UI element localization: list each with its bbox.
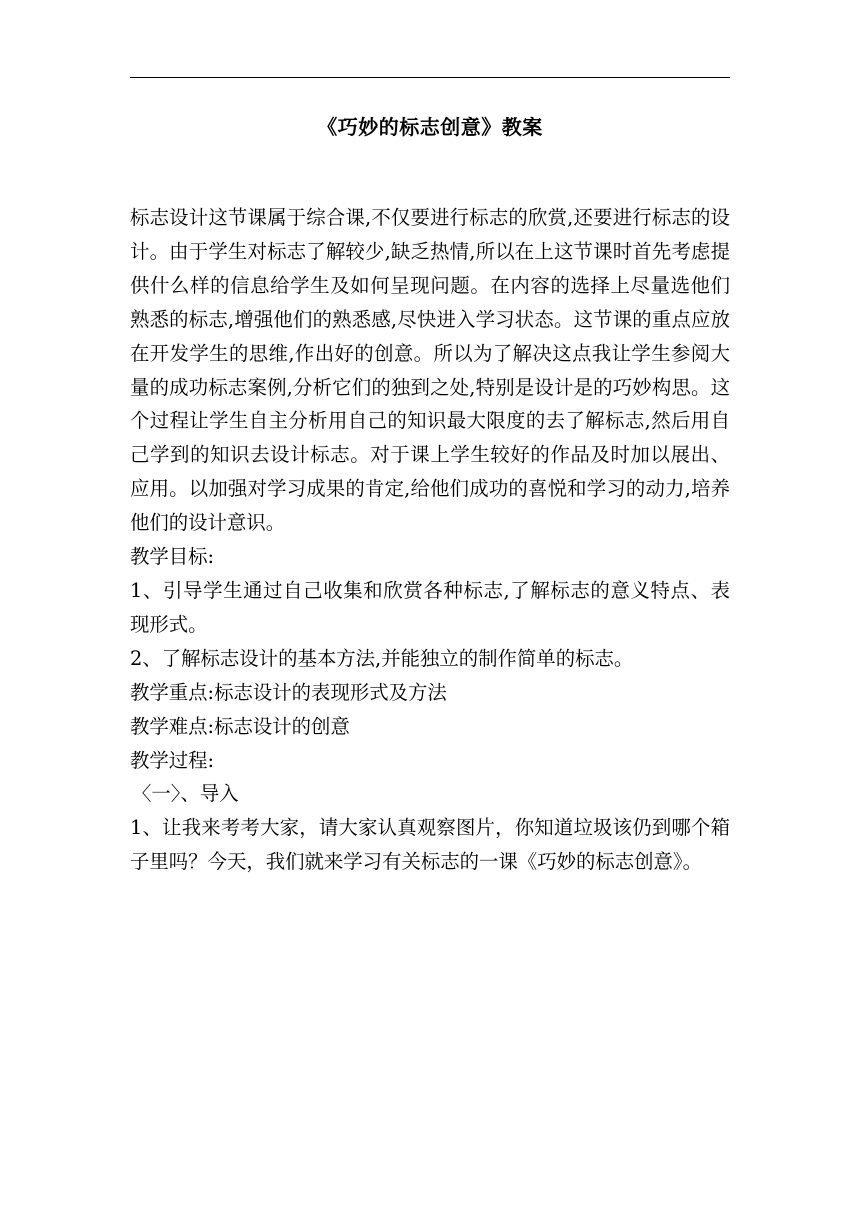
document-title: 《巧妙的标志创意》教案 <box>317 115 543 139</box>
teaching-process-heading: 教学过程: <box>130 748 215 772</box>
header-rule <box>130 77 730 78</box>
section-intro-heading: 〈一〉、导入 <box>132 782 239 806</box>
teaching-goals-heading: 教学目标: <box>130 545 215 569</box>
teaching-focus: 教学重点:标志设计的表现形式及方法 <box>130 680 447 704</box>
intro-paragraph: 标志设计这节课属于综合课,不仅要进行标志的欣赏,还要进行标志的设计。由于学生对标志了解较少,缺乏热情,所以在上这节课时首先考虑提供什么样的信息给学生及如何呈现问题。在内容的选择上尽量选他们熟悉的标志,增强他们的熟悉感,尽快进入学习状态。这节课的重点应放在开发学生的思维,作出好的创意。所以为了解决这点我让学生参阅大量的成功标志案例,分析它们的独到之处,特别是设计是的巧妙构思。这个过程让学生自主分析用自己的知识最大限度的去了解标志,然后用自己学到的知识去设计标志。对于课上学生较好的作品及时加以展出、应用。以加强对学习成果的肯定,给他们成功的喜悦和学习的动力,培养他们的设计意识。 <box>130 206 730 535</box>
teaching-difficulty: 教学难点:标志设计的创意 <box>130 714 350 738</box>
document-body <box>130 201 730 879</box>
intro-step-1: 1、让我来考考大家，请大家认真观察图片，你知道垃圾该仍到哪个箱子里吗？今天，我们就来学习有关标志的一课《巧妙的标志创意》。 <box>130 816 730 874</box>
teaching-goal-1: 1、引导学生通过自己收集和欣赏各种标志,了解标志的意义特点、表现形式。 <box>130 578 730 636</box>
teaching-goal-2: 2、了解标志设计的基本方法,并能独立的制作简单的标志。 <box>130 646 634 670</box>
